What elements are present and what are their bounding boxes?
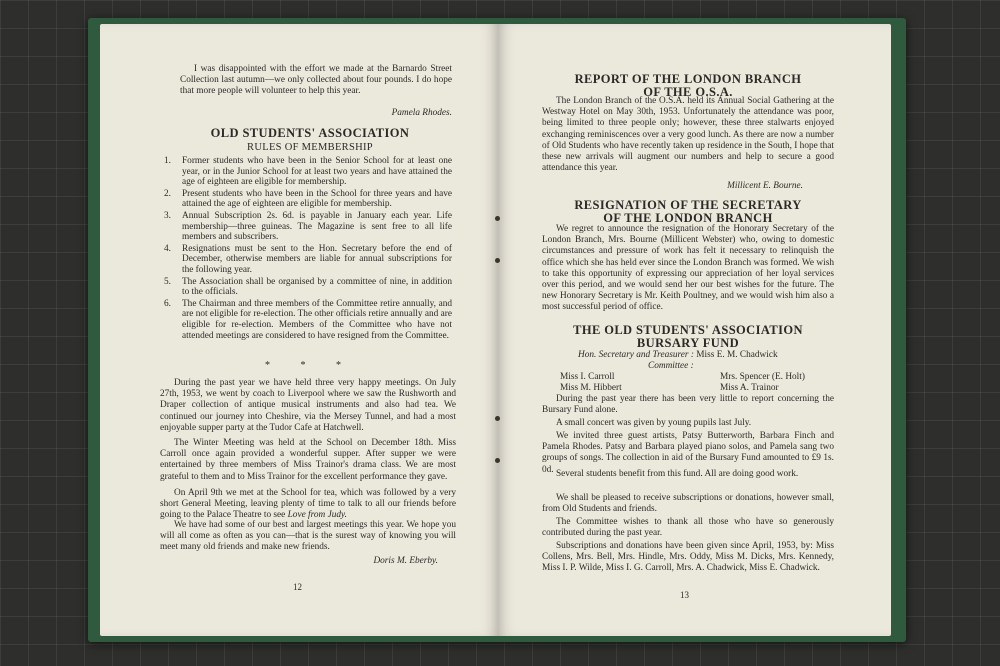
- bursary-paragraph-4: Several students benefit from this fund. All are doing good work.: [556, 469, 799, 479]
- intro-signature: Pamela Rhodes.: [391, 108, 452, 118]
- committee-member: Miss M. Hibbert: [560, 383, 622, 393]
- committee-block: Hon. Secretary and Treasurer : Miss E. M. Chadwick Committee : Miss I. Carroll Mrs. Spencer (E. Holt) Miss M. Hibbert Miss A. Trainor: [560, 350, 805, 393]
- page-number: 13: [680, 590, 689, 600]
- list-item: 6. The Chairman and three members of the Committee retire annually, and are not eligible for re-election. The other officials retire annually and are eligible for re-election. Members of the Committee who have not attended meetings are considered to have resigned from the Committee.: [164, 298, 452, 341]
- list-item: 3. Annual Subscription 2s. 6d. is payable in January each year. Life membership—three guineas. The Magazine is sent free to all life members and subscribers.: [164, 210, 452, 243]
- bursary-paragraph-1: During the past year there has been very little to report concerning the Bursary Fund alone.: [542, 394, 834, 416]
- report-signature: Millicent E. Bourne.: [727, 181, 803, 191]
- bursary-paragraph-6: The Committee wishes to thank all those who have so generously contributed during the past year.: [542, 517, 834, 539]
- left-page: [100, 24, 498, 636]
- staple: [495, 458, 500, 463]
- intro-paragraph: I was disappointed with the effort we made at the Barnardo Street Collection last autumn—we only collected about four pounds. I do hope that more people will volunteer to help this year.: [180, 64, 452, 97]
- right-page: [498, 24, 891, 636]
- bursary-paragraph-7: Subscriptions and donations have been given since April, 1953, by: Miss Collens, Mrs. Bell, Mrs. Hindle, Mrs. Oddy, Miss M. Dicks, Mrs. Kennedy, Miss I. P. Wilde, Miss I. G. Carroll, Mrs. A. Chadwick, Miss E. Chadwick.: [542, 541, 834, 574]
- report-title-line-1: REPORT OF THE LONDON BRANCH: [574, 72, 802, 86]
- list-item: 2. Present students who have been in the School for three years and have attained the age of eighteen are eligible for membership.: [164, 188, 452, 210]
- meetings-paragraph-2: The Winter Meeting was held at the School on December 18th. Miss Carroll once again provided a wonderful supper. After supper we were entertained by three members of Miss Trainor's drama class. We are most grateful to them and to Miss Trainor for the excellent performance they gave.: [160, 438, 456, 482]
- page-number: 12: [293, 582, 302, 592]
- report-title-line-2: OF THE O.S.A.: [643, 85, 733, 99]
- section-separator: * * *: [265, 360, 355, 371]
- meetings-paragraph-1: During the past year we have held three very happy meetings. On July 27th, 1953, we went by coach to Liverpool where we saw the Rushworth and Draper collection of antique musical instruments and also had tea. We continued our journey into Cheshire, via the Mersey Tunnel, and had a most enjoyable supper party at the Tudor Cafe at Hatchwell.: [160, 378, 456, 433]
- committee-member: Mrs. Spencer (E. Holt): [720, 372, 805, 382]
- resignation-title-line-2: OF THE LONDON BRANCH: [603, 211, 773, 225]
- page-title: OLD STUDENTS' ASSOCIATION: [210, 126, 410, 140]
- resignation-paragraph: We regret to announce the resignation of the Honorary Secretary of the London Branch, Mrs. Bourne (Millicent Webster) who, owing to domestic circumstances and pressure of work has felt it necessary to relinquish the office which she has held ever since the London Branch was formed. We wish to take this opportunity of expressing our appreciation of her loyal services over this period, and we would send her our best wishes for the future. The new Honorary Secretary is Mr. Keith Poultney, and we would wish him also a most successful period of office.: [542, 224, 834, 313]
- committee-label: Committee :: [648, 361, 694, 371]
- bursary-paragraph-3: We invited three guest artists, Patsy Butterworth, Barbara Finch and Pamela Rhodes. Patsy and Barbara played piano solos, and Pamela sang two groups of songs. The collection in aid of the Bursary Fund amounted to £9 1s. 0d.: [542, 431, 834, 475]
- report-paragraph: The London Branch of the O.S.A. held its Annual Social Gathering at the Westway Hotel on May 30th, 1953. Unfortunately the attendance was poor, being limited to three people only; however, these three stalwarts enjoyed exchanging reminiscences over a very good lunch. As there are now a number of Old Students who have recently taken up residence in the South, I hope that these new arrivals will augment our numbers and help to secure a good attendance this year.: [542, 96, 835, 174]
- bursary-title-line-2: BURSARY FUND: [636, 336, 740, 350]
- committee-member: Miss I. Carroll: [560, 372, 615, 382]
- closing-signature: Doris M. Eberby.: [373, 556, 438, 566]
- staple: [495, 216, 500, 221]
- staple: [495, 416, 500, 421]
- resignation-title-line-1: RESIGNATION OF THE SECRETARY: [574, 198, 802, 212]
- rules-list: [160, 156, 452, 342]
- list-item: 1. Former students who have been in the Senior School for at least one year, or in the Junior School for at least two years and have attained the age of eighteen are eligible for membership.: [164, 156, 452, 188]
- list-item: 4. Resignations must be sent to the Hon. Secretary before the end of December, otherwise members are liable for annual subscriptions for the following year.: [164, 243, 452, 275]
- list-item: 5. The Association shall be organised by a committee of nine, in addition to the officials.: [164, 276, 452, 298]
- page-subtitle: RULES OF MEMBERSHIP: [247, 142, 373, 153]
- bursary-paragraph-5: We shall be pleased to receive subscriptions or donations, however small, from Old Students and friends.: [542, 493, 834, 515]
- committee-member: Miss A. Trainor: [720, 383, 779, 393]
- meetings-paragraph-4: We have had some of our best and largest meetings this year. We hope you will all come as often as you can—that is the surest way of knowing you will meet many old friends and make new friends.: [160, 520, 456, 553]
- bursary-title-line-1: THE OLD STUDENTS' ASSOCIATION: [573, 323, 803, 337]
- bursary-paragraph-2: A small concert was given by young pupils last July.: [556, 418, 752, 428]
- staple: [495, 258, 500, 263]
- meetings-paragraph-3: On April 9th we met at the School for tea, which was followed by a very short General Meeting, leaving plenty of time to talk to all our friends before going to the Palace Theatre to see Love from Judy.: [160, 488, 456, 521]
